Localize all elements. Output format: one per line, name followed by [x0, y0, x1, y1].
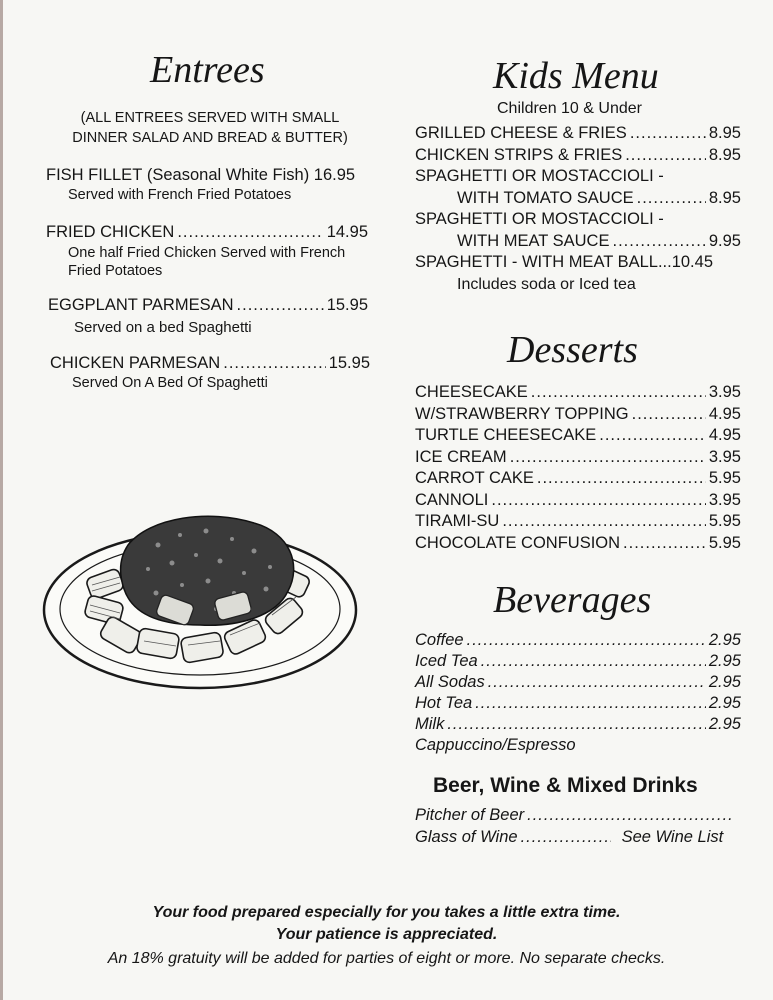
dessert-list — [415, 382, 741, 554]
dessert-item: CARROT CAKE ..... 5.95 — [415, 468, 741, 490]
kids-item-grilled-cheese: GRILLED CHEESE & FRIES ..... 8.95 — [415, 123, 741, 145]
beverages-heading: Beverages — [493, 579, 652, 621]
fish-price: 16.95 — [313, 166, 356, 184]
kids-item-chicken-strips: CHICKEN STRIPS & FRIES ..... 8.95 — [415, 145, 741, 167]
dessert-item: CHOCOLATE CONFUSION ..... 5.95 — [415, 533, 741, 555]
fried-chicken-sub: One half Fried Chicken Served with French Fried Potatoes — [68, 245, 346, 279]
dessert-item: TURTLE CHEESECAKE ..... 4.95 — [415, 425, 741, 447]
dessert-item: CANNOLI ..... 3.95 — [415, 490, 741, 512]
kids-item-tomato-line1: SPAGHETTI OR MOSTACCIOLI - — [415, 167, 664, 185]
pasta-plate-illustration — [40, 505, 365, 695]
kids-menu-section — [415, 54, 741, 295]
kids-item-meat-ball: SPAGHETTI - WITH MEAT BALL... 10.45 — [415, 253, 713, 271]
kids-item-tomato-sauce: WITH TOMATO SAUCE ..... 8.95 — [415, 188, 741, 210]
entrees-note-line1: (ALL ENTREES SERVED WITH SMALL — [80, 110, 340, 126]
footer-line3: An 18% gratuity will be added for parties of eight or more. No separate checks. — [107, 950, 666, 967]
menu-item-eggplant — [40, 296, 368, 336]
beverage-item: All Sodas ..... 2.95 — [415, 672, 741, 693]
beverage-item: Coffee ..... 2.95 — [415, 630, 741, 651]
desserts-section — [415, 328, 741, 554]
entrees-section — [40, 48, 380, 391]
fish-desc: (Seasonal White Fish) — [146, 166, 310, 184]
fish-sub: Served with French Fried Potatoes — [68, 187, 292, 203]
eggplant-name: EGGPLANT PARMESAN — [48, 296, 234, 314]
menu-item-chicken-parmesan — [40, 354, 370, 391]
bar-heading: Beer, Wine & Mixed Drinks — [433, 774, 698, 797]
beverage-cappuccino: Cappuccino/Espresso — [415, 736, 576, 754]
footer-line1: Your food prepared especially for you takes a little extra time. — [152, 904, 621, 921]
beverage-list — [415, 630, 741, 735]
desserts-heading: Desserts — [507, 329, 638, 371]
bar-item-pitcher: Pitcher of Beer ..... — [415, 804, 737, 826]
beverage-item: Iced Tea ..... 2.95 — [415, 651, 741, 672]
dessert-item: CHEESECAKE ..... 3.95 — [415, 382, 741, 404]
dessert-item: ICE CREAM ..... 3.95 — [415, 447, 741, 469]
footer-line2: Your patience is appreciated. — [275, 926, 498, 943]
entrees-note-line2: DINNER SALAD AND BREAD & BUTTER) — [72, 130, 348, 146]
kids-note: Includes soda or Iced tea — [457, 275, 636, 293]
fried-chicken-name: FRIED CHICKEN — [46, 223, 175, 241]
bar-section — [415, 774, 737, 848]
fish-name: FISH FILLET — [46, 166, 143, 184]
eggplant-sub: Served on a bed Spaghetti — [74, 319, 252, 336]
beverage-item: Hot Tea ..... 2.95 — [415, 693, 741, 714]
page-edge — [0, 0, 3, 1000]
kids-menu-heading: Kids Menu — [493, 55, 659, 97]
beverages-section — [415, 578, 741, 756]
entrees-note — [40, 108, 380, 148]
eggplant-price: 15.95 — [326, 296, 368, 314]
entrees-heading: Entrees — [150, 49, 265, 91]
kids-item-meat-line1: SPAGHETTI OR MOSTACCIOLI - — [415, 210, 664, 228]
kids-item-meat-sauce: WITH MEAT SAUCE ..... 9.95 — [415, 231, 741, 253]
beverage-item: Milk ..... 2.95 — [415, 714, 741, 735]
chicken-parmesan-name: CHICKEN PARMESAN — [50, 354, 221, 372]
dessert-item: W/STRAWBERRY TOPPING ..... 4.95 — [415, 404, 741, 426]
fried-chicken-price: 14.95 — [326, 223, 368, 241]
chicken-parmesan-price: 15.95 — [328, 354, 370, 372]
kids-subtitle: Children 10 & Under — [497, 100, 642, 117]
dessert-item: TIRAMI-SU ..... 5.95 — [415, 511, 741, 533]
chicken-parmesan-sub: Served On A Bed Of Spaghetti — [72, 375, 268, 391]
menu-item-fried-chicken — [40, 223, 368, 280]
bar-item-wine: Glass of Wine ..... See Wine List — [415, 826, 737, 848]
menu-item-fish — [40, 166, 380, 203]
